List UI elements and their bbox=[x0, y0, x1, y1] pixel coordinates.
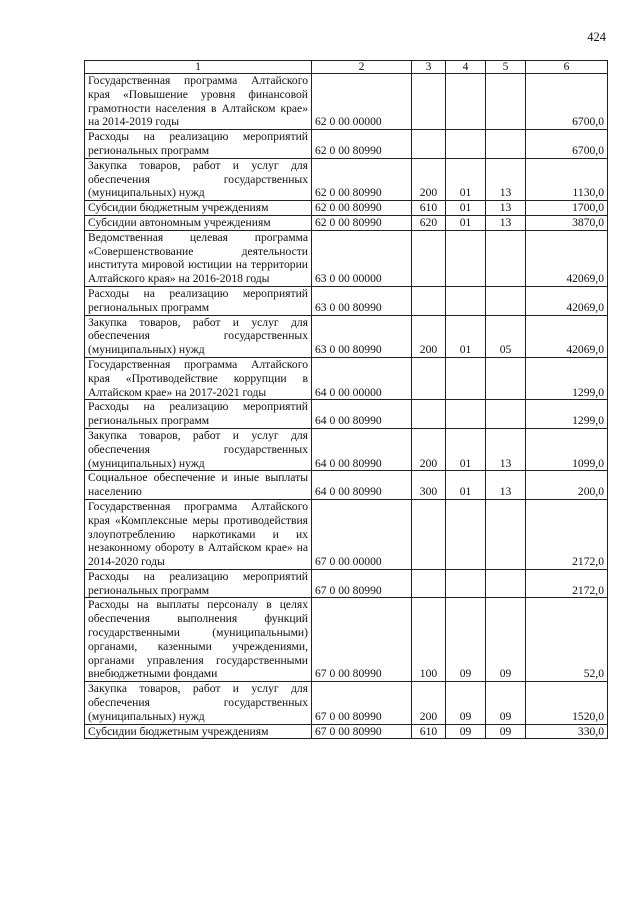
row-code: 62 0 00 80990 bbox=[312, 215, 412, 230]
table-row bbox=[85, 471, 608, 500]
table-row bbox=[85, 569, 608, 598]
row-name: Расходы на реализацию мероприятий региональных программ bbox=[85, 569, 312, 598]
row-code: 67 0 00 80990 bbox=[312, 598, 412, 682]
row-amount: 1299,0 bbox=[526, 400, 608, 429]
row-section bbox=[446, 130, 486, 159]
row-name: Закупка товаров, работ и услуг для обеспечения государственных (муниципальных) нужд bbox=[85, 315, 312, 357]
row-name: Государственная программа Алтайского края «Противодействие коррупции в Алтайском крае» на 2017-2021 годы bbox=[85, 357, 312, 399]
row-amount: 1700,0 bbox=[526, 201, 608, 216]
row-expense-type: 200 bbox=[412, 315, 446, 357]
row-code: 62 0 00 80990 bbox=[312, 201, 412, 216]
row-expense-type: 200 bbox=[412, 682, 446, 724]
table-row bbox=[85, 74, 608, 130]
row-amount: 1299,0 bbox=[526, 357, 608, 399]
row-subsection: 13 bbox=[486, 428, 526, 470]
row-expense-type bbox=[412, 569, 446, 598]
table-row bbox=[85, 724, 608, 739]
row-subsection bbox=[486, 499, 526, 569]
row-section: 01 bbox=[446, 471, 486, 500]
row-amount: 2172,0 bbox=[526, 499, 608, 569]
row-subsection: 13 bbox=[486, 201, 526, 216]
row-amount: 52,0 bbox=[526, 598, 608, 682]
row-amount: 1099,0 bbox=[526, 428, 608, 470]
row-section bbox=[446, 357, 486, 399]
column-header: 5 bbox=[486, 61, 526, 74]
row-expense-type: 300 bbox=[412, 471, 446, 500]
row-expense-type bbox=[412, 74, 446, 130]
table-row bbox=[85, 201, 608, 216]
row-expense-type bbox=[412, 286, 446, 315]
row-code: 64 0 00 80990 bbox=[312, 400, 412, 429]
row-code: 62 0 00 80990 bbox=[312, 130, 412, 159]
row-subsection: 09 bbox=[486, 598, 526, 682]
row-name: Социальное обеспечение и иные выплаты населению bbox=[85, 471, 312, 500]
table-row bbox=[85, 682, 608, 724]
row-section bbox=[446, 569, 486, 598]
row-section: 01 bbox=[446, 315, 486, 357]
table-row bbox=[85, 286, 608, 315]
column-header: 3 bbox=[412, 61, 446, 74]
table-row bbox=[85, 215, 608, 230]
row-amount: 6700,0 bbox=[526, 74, 608, 130]
row-section bbox=[446, 74, 486, 130]
row-name: Закупка товаров, работ и услуг для обеспечения государственных (муниципальных) нужд bbox=[85, 158, 312, 200]
header-row bbox=[85, 61, 608, 74]
row-code: 67 0 00 00000 bbox=[312, 499, 412, 569]
row-section: 09 bbox=[446, 724, 486, 739]
row-code: 63 0 00 00000 bbox=[312, 230, 412, 286]
table-row bbox=[85, 400, 608, 429]
row-expense-type bbox=[412, 357, 446, 399]
column-header: 1 bbox=[85, 61, 312, 74]
column-header: 4 bbox=[446, 61, 486, 74]
row-name: Расходы на реализацию мероприятий региональных программ bbox=[85, 130, 312, 159]
row-name: Субсидии автономным учреждениям bbox=[85, 215, 312, 230]
table-row bbox=[85, 357, 608, 399]
row-amount: 6700,0 bbox=[526, 130, 608, 159]
row-code: 63 0 00 80990 bbox=[312, 286, 412, 315]
row-name: Государственная программа Алтайского края «Комплексные меры противодействия злоупотреблению наркотиками и их незаконному обороту в Алтайском крае» на 2014-2020 годы bbox=[85, 499, 312, 569]
row-name: Расходы на реализацию мероприятий региональных программ bbox=[85, 286, 312, 315]
row-subsection bbox=[486, 286, 526, 315]
table-row bbox=[85, 499, 608, 569]
row-name: Расходы на реализацию мероприятий региональных программ bbox=[85, 400, 312, 429]
row-subsection bbox=[486, 400, 526, 429]
table-row bbox=[85, 158, 608, 200]
row-amount: 1130,0 bbox=[526, 158, 608, 200]
row-subsection: 13 bbox=[486, 215, 526, 230]
row-amount: 42069,0 bbox=[526, 230, 608, 286]
row-section: 09 bbox=[446, 682, 486, 724]
row-amount: 200,0 bbox=[526, 471, 608, 500]
page-number: 424 bbox=[587, 30, 606, 44]
table-row bbox=[85, 230, 608, 286]
row-subsection: 05 bbox=[486, 315, 526, 357]
row-expense-type bbox=[412, 499, 446, 569]
row-expense-type: 620 bbox=[412, 215, 446, 230]
row-expense-type: 200 bbox=[412, 158, 446, 200]
row-expense-type: 100 bbox=[412, 598, 446, 682]
column-header: 2 bbox=[312, 61, 412, 74]
row-name: Государственная программа Алтайского края «Повышение уровня финансовой грамотности населения в Алтайском крае» на 2014-2019 годы bbox=[85, 74, 312, 130]
row-name: Ведомственная целевая программа «Совершенствование деятельности института мировой юстиции на территории Алтайского края» на 2016-2018 годы bbox=[85, 230, 312, 286]
row-expense-type bbox=[412, 400, 446, 429]
row-name: Закупка товаров, работ и услуг для обеспечения государственных (муниципальных) нужд bbox=[85, 682, 312, 724]
row-expense-type bbox=[412, 130, 446, 159]
row-code: 64 0 00 80990 bbox=[312, 428, 412, 470]
row-expense-type: 610 bbox=[412, 201, 446, 216]
row-amount: 1520,0 bbox=[526, 682, 608, 724]
row-subsection: 13 bbox=[486, 471, 526, 500]
row-code: 62 0 00 00000 bbox=[312, 74, 412, 130]
table-row bbox=[85, 130, 608, 159]
row-section bbox=[446, 286, 486, 315]
table-row bbox=[85, 598, 608, 682]
table-row bbox=[85, 428, 608, 470]
row-name: Расходы на выплаты персоналу в целях обеспечения выполнения функций государственными (муниципальными) органами, казенными учреждениями, органами управления государственными внебюджетными фондами bbox=[85, 598, 312, 682]
row-code: 62 0 00 80990 bbox=[312, 158, 412, 200]
row-amount: 330,0 bbox=[526, 724, 608, 739]
row-code: 67 0 00 80990 bbox=[312, 682, 412, 724]
budget-table bbox=[84, 60, 608, 739]
row-expense-type bbox=[412, 230, 446, 286]
row-section: 01 bbox=[446, 428, 486, 470]
row-section bbox=[446, 400, 486, 429]
row-section: 01 bbox=[446, 158, 486, 200]
row-subsection bbox=[486, 357, 526, 399]
row-expense-type: 610 bbox=[412, 724, 446, 739]
row-amount: 3870,0 bbox=[526, 215, 608, 230]
row-subsection bbox=[486, 569, 526, 598]
row-name: Субсидии бюджетным учреждениям bbox=[85, 201, 312, 216]
row-code: 64 0 00 80990 bbox=[312, 471, 412, 500]
row-code: 67 0 00 80990 bbox=[312, 724, 412, 739]
row-amount: 42069,0 bbox=[526, 315, 608, 357]
row-subsection bbox=[486, 74, 526, 130]
row-section bbox=[446, 499, 486, 569]
row-section: 01 bbox=[446, 215, 486, 230]
row-amount: 42069,0 bbox=[526, 286, 608, 315]
row-section: 09 bbox=[446, 598, 486, 682]
row-subsection bbox=[486, 230, 526, 286]
row-section: 01 bbox=[446, 201, 486, 216]
row-code: 67 0 00 80990 bbox=[312, 569, 412, 598]
table-row bbox=[85, 315, 608, 357]
row-name: Закупка товаров, работ и услуг для обеспечения государственных (муниципальных) нужд bbox=[85, 428, 312, 470]
row-expense-type: 200 bbox=[412, 428, 446, 470]
column-header: 6 bbox=[526, 61, 608, 74]
row-amount: 2172,0 bbox=[526, 569, 608, 598]
row-subsection: 09 bbox=[486, 682, 526, 724]
row-subsection bbox=[486, 130, 526, 159]
row-section bbox=[446, 230, 486, 286]
row-subsection: 09 bbox=[486, 724, 526, 739]
row-code: 63 0 00 80990 bbox=[312, 315, 412, 357]
row-code: 64 0 00 00000 bbox=[312, 357, 412, 399]
row-name: Субсидии бюджетным учреждениям bbox=[85, 724, 312, 739]
row-subsection: 13 bbox=[486, 158, 526, 200]
